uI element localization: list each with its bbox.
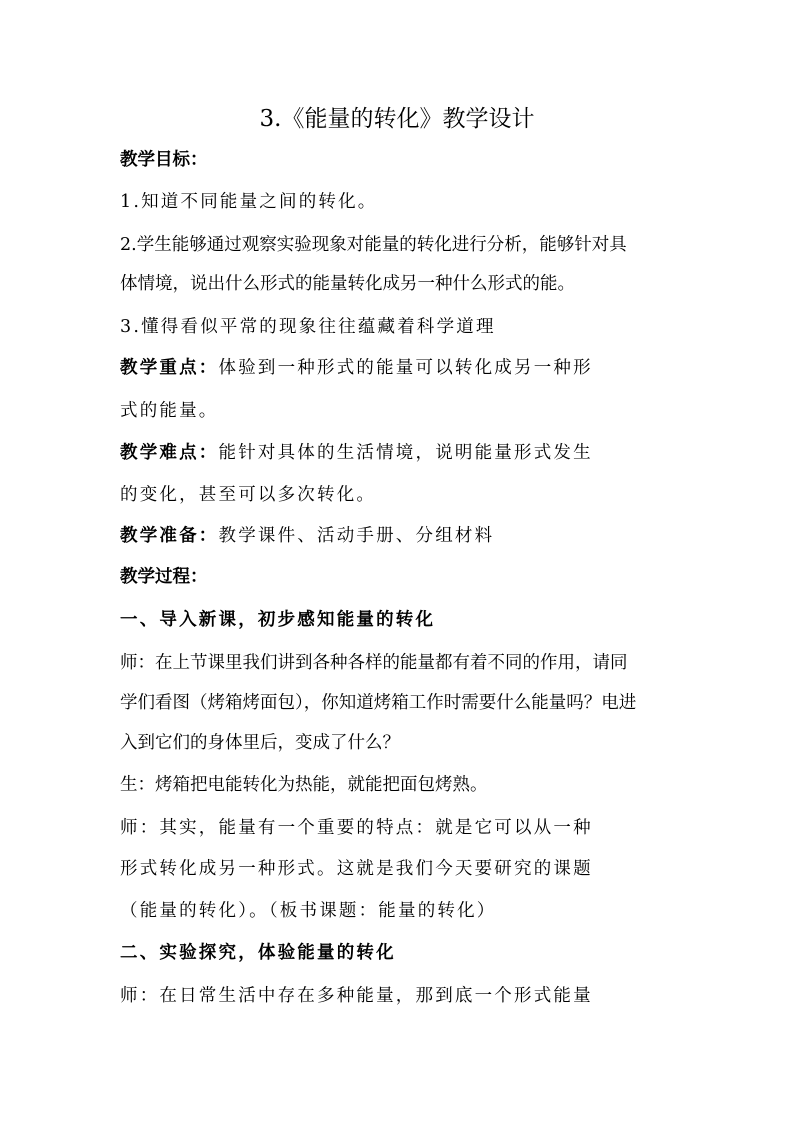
difficulty-text: 能针对具体的生活情境，说明能量形式发生 xyxy=(218,443,593,463)
key-points-line-2: 式的能量。 xyxy=(120,401,219,421)
teacher-2-line-3: （能量的转化）。（板书课题：能量的转化） xyxy=(120,901,497,921)
goal-2-line-1: 2.学生能够通过观察实验现象对能量的转化进行分析，能够针对具 xyxy=(120,235,627,255)
section-1-heading: 一、导入新课，初步感知能量的转化 xyxy=(120,610,436,630)
teacher-1-line-2: 学们看图（烤箱烤面包），你知道烤箱工作时需要什么能量吗？电进 xyxy=(120,693,637,713)
process-heading: 教学过程： xyxy=(120,567,208,587)
student-1: 生：烤箱把电能转化为热能，就能把面包烤熟。 xyxy=(120,775,488,795)
goal-3: 3.懂得看似平常的现象往往蕴藏着科学道理 xyxy=(120,317,496,337)
teacher-3-line-1: 师：在日常生活中存在多种能量，那到底一个形式能量 xyxy=(120,986,593,1006)
difficulty-label: 教学难点： xyxy=(120,443,219,463)
difficulty-line-2: 的变化，甚至可以多次转化。 xyxy=(120,485,377,505)
teacher-2-line-2: 形式转化成另一种形式。这就是我们今天要研究的课题 xyxy=(120,859,593,879)
goal-1: 1.知道不同能量之间的转化。 xyxy=(120,192,378,212)
document-title: 3.《能量的转化》教学设计 xyxy=(259,106,535,132)
teacher-1-line-1: 师：在上节课里我们讲到各种各样的能量都有着不同的作用，请同 xyxy=(120,653,628,673)
section-2-heading: 二、实验探究，体验能量的转化 xyxy=(120,943,396,963)
preparation-line xyxy=(120,523,680,549)
key-points-line-1 xyxy=(120,355,680,381)
goals-heading: 教学目标： xyxy=(120,150,208,170)
key-points-text: 体验到一种形式的能量可以转化成另一种形 xyxy=(218,358,593,378)
difficulty-line-1 xyxy=(120,440,680,466)
teacher-1-line-3: 入到它们的身体里后，变成了什么？ xyxy=(120,733,400,753)
teacher-2-line-1: 师：其实，能量有一个重要的特点：就是它可以从一种 xyxy=(120,818,593,838)
goal-2-line-2: 体情境，说出什么形式的能量转化成另一种什么形式的能。 xyxy=(120,274,575,294)
preparation-text: 教学课件、活动手册、分组材料 xyxy=(218,526,495,546)
key-points-label: 教学重点： xyxy=(120,358,219,378)
preparation-label: 教学准备： xyxy=(120,526,219,546)
